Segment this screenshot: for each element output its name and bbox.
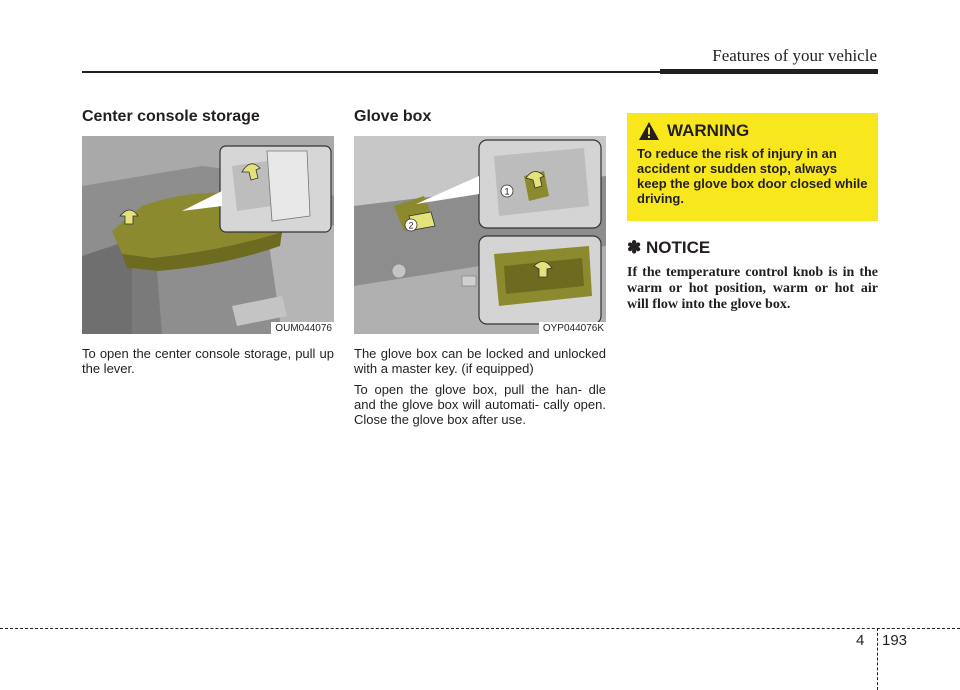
notice-heading: ✽ NOTICE	[627, 238, 711, 257]
notice-text: If the temperature control knob is in the warm or hot position, warm or hot air will flow into the glove box.	[627, 265, 878, 312]
body-paragraph: To open the glove box, pull the han- dle and the glove box will automati- cally open. Close the glove box after use.	[354, 382, 606, 427]
center-console-illustration	[82, 136, 334, 334]
warning-header	[639, 121, 868, 141]
section-heading: Center console storage	[82, 108, 260, 125]
glove-box-drawing	[354, 136, 606, 334]
figure-code: OUM044076	[271, 322, 334, 334]
section-heading: Glove box	[354, 108, 432, 125]
header-title: Features of your vehicle	[712, 46, 877, 65]
glove-box-illustration	[354, 136, 606, 334]
page-number: 193	[882, 632, 908, 649]
center-console-section	[82, 108, 334, 376]
warning-triangle-icon	[639, 122, 659, 140]
header-rule	[82, 71, 660, 73]
body-paragraph: To open the center console storage, pull up the lever.	[82, 346, 334, 376]
body-paragraph: The glove box can be locked and unlocked with a master key. (if equipped)	[354, 346, 606, 376]
callout-2: 2	[408, 220, 414, 231]
chapter-number: 4	[856, 632, 865, 649]
warning-box	[627, 113, 878, 221]
warning-title: WARNING	[667, 121, 750, 140]
header-rule-accent	[660, 69, 878, 74]
footer-rule	[0, 628, 960, 629]
notice-block	[627, 238, 878, 313]
glove-box-section	[354, 108, 606, 427]
figure-code: OYP044076K	[539, 322, 606, 334]
warning-text: To reduce the risk of injury in an accident or sudden stop, always keep the glove box door closed while driving.	[637, 146, 868, 206]
center-console-drawing	[82, 136, 334, 334]
callout-1: 1	[504, 186, 510, 197]
footer-divider	[877, 628, 878, 690]
